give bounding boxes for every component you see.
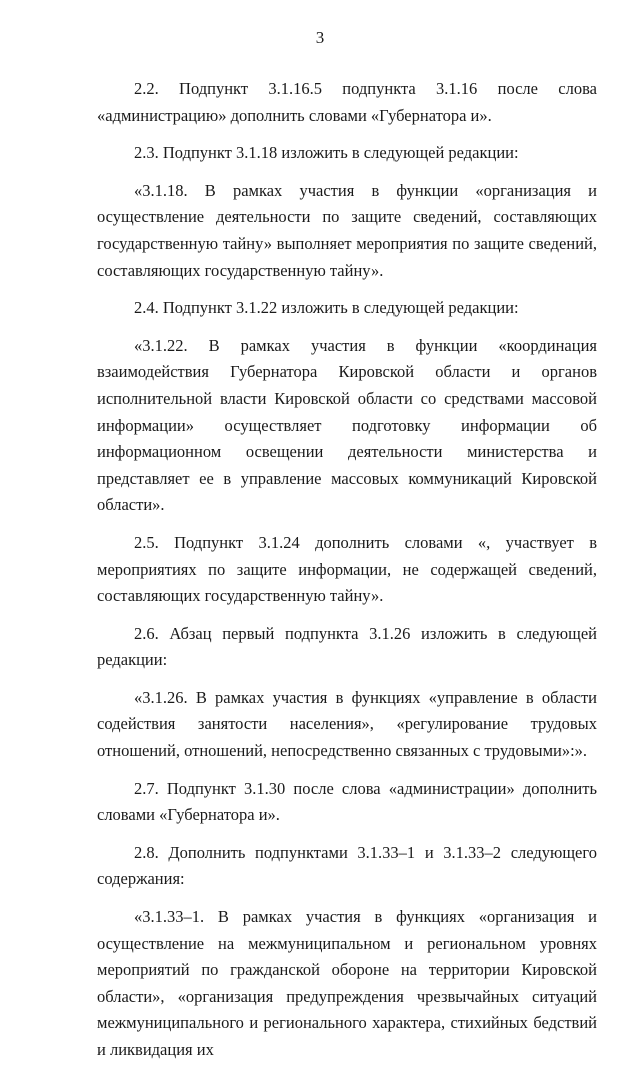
paragraph-3-1-22: «3.1.22. В рамках участия в функции «координация взаимодействия Губернатора Кировской области и органов исполнительной власти Кировской области со средствами массовой информации» осуществляет подготовку информации об информационном освещении деятельности министерства и представляет ее в управление массовых коммуникаций Кировской области». (97, 335, 597, 515)
paragraph-2-5: 2.5. Подпункт 3.1.24 дополнить словами «, участвует в мероприятиях по защите информации, не содержащей сведений, составляющих государственную тайну». (97, 532, 597, 606)
page-number: 3 (315, 28, 325, 47)
paragraph-3-1-26: «3.1.26. В рамках участия в функциях «управление в области содействия занятости населения», «регулирование трудовых отношений, отношений, непосредственно связанных с трудовыми»:». (97, 687, 597, 761)
paragraph-2-3: 2.3. Подпункт 3.1.18 изложить в следующей редакции: (134, 143, 519, 163)
paragraph-3-1-18: «3.1.18. В рамках участия в функции «организация и осуществление деятельности по защите сведений, составляющих государственную тайну» выполняет мероприятия по защите сведений, составляющих государственную тайну». (97, 180, 597, 280)
paragraph-2-2: 2.2. Подпункт 3.1.16.5 подпункта 3.1.16 после слова «администрацию» дополнить словами «Губернатора и». (97, 79, 597, 125)
paragraph-2-7: 2.7. Подпункт 3.1.30 после слова «администрации» дополнить словами «Губернатора и». (97, 778, 597, 825)
document-body (97, 76, 597, 1075)
paragraph-2-8: 2.8. Дополнить подпунктами 3.1.33–1 и 3.1.33–2 следующего содержания: (97, 842, 597, 889)
paragraph-3-1-33-1: «3.1.33–1. В рамках участия в функциях «организация и осуществление на межмуниципальном и региональном уровнях мероприятий по гражданской обороне на территории Кировской области», «организация предупреждения чрезвычайных ситуаций межмуниципального и регионального характера, стихийных бедствий и ликвидация их (97, 907, 597, 1059)
paragraph-2-4: 2.4. Подпункт 3.1.22 изложить в следующей редакции: (134, 298, 519, 318)
paragraph-2-6: 2.6. Абзац первый подпункта 3.1.26 изложить в следующей редакции: (97, 623, 597, 670)
